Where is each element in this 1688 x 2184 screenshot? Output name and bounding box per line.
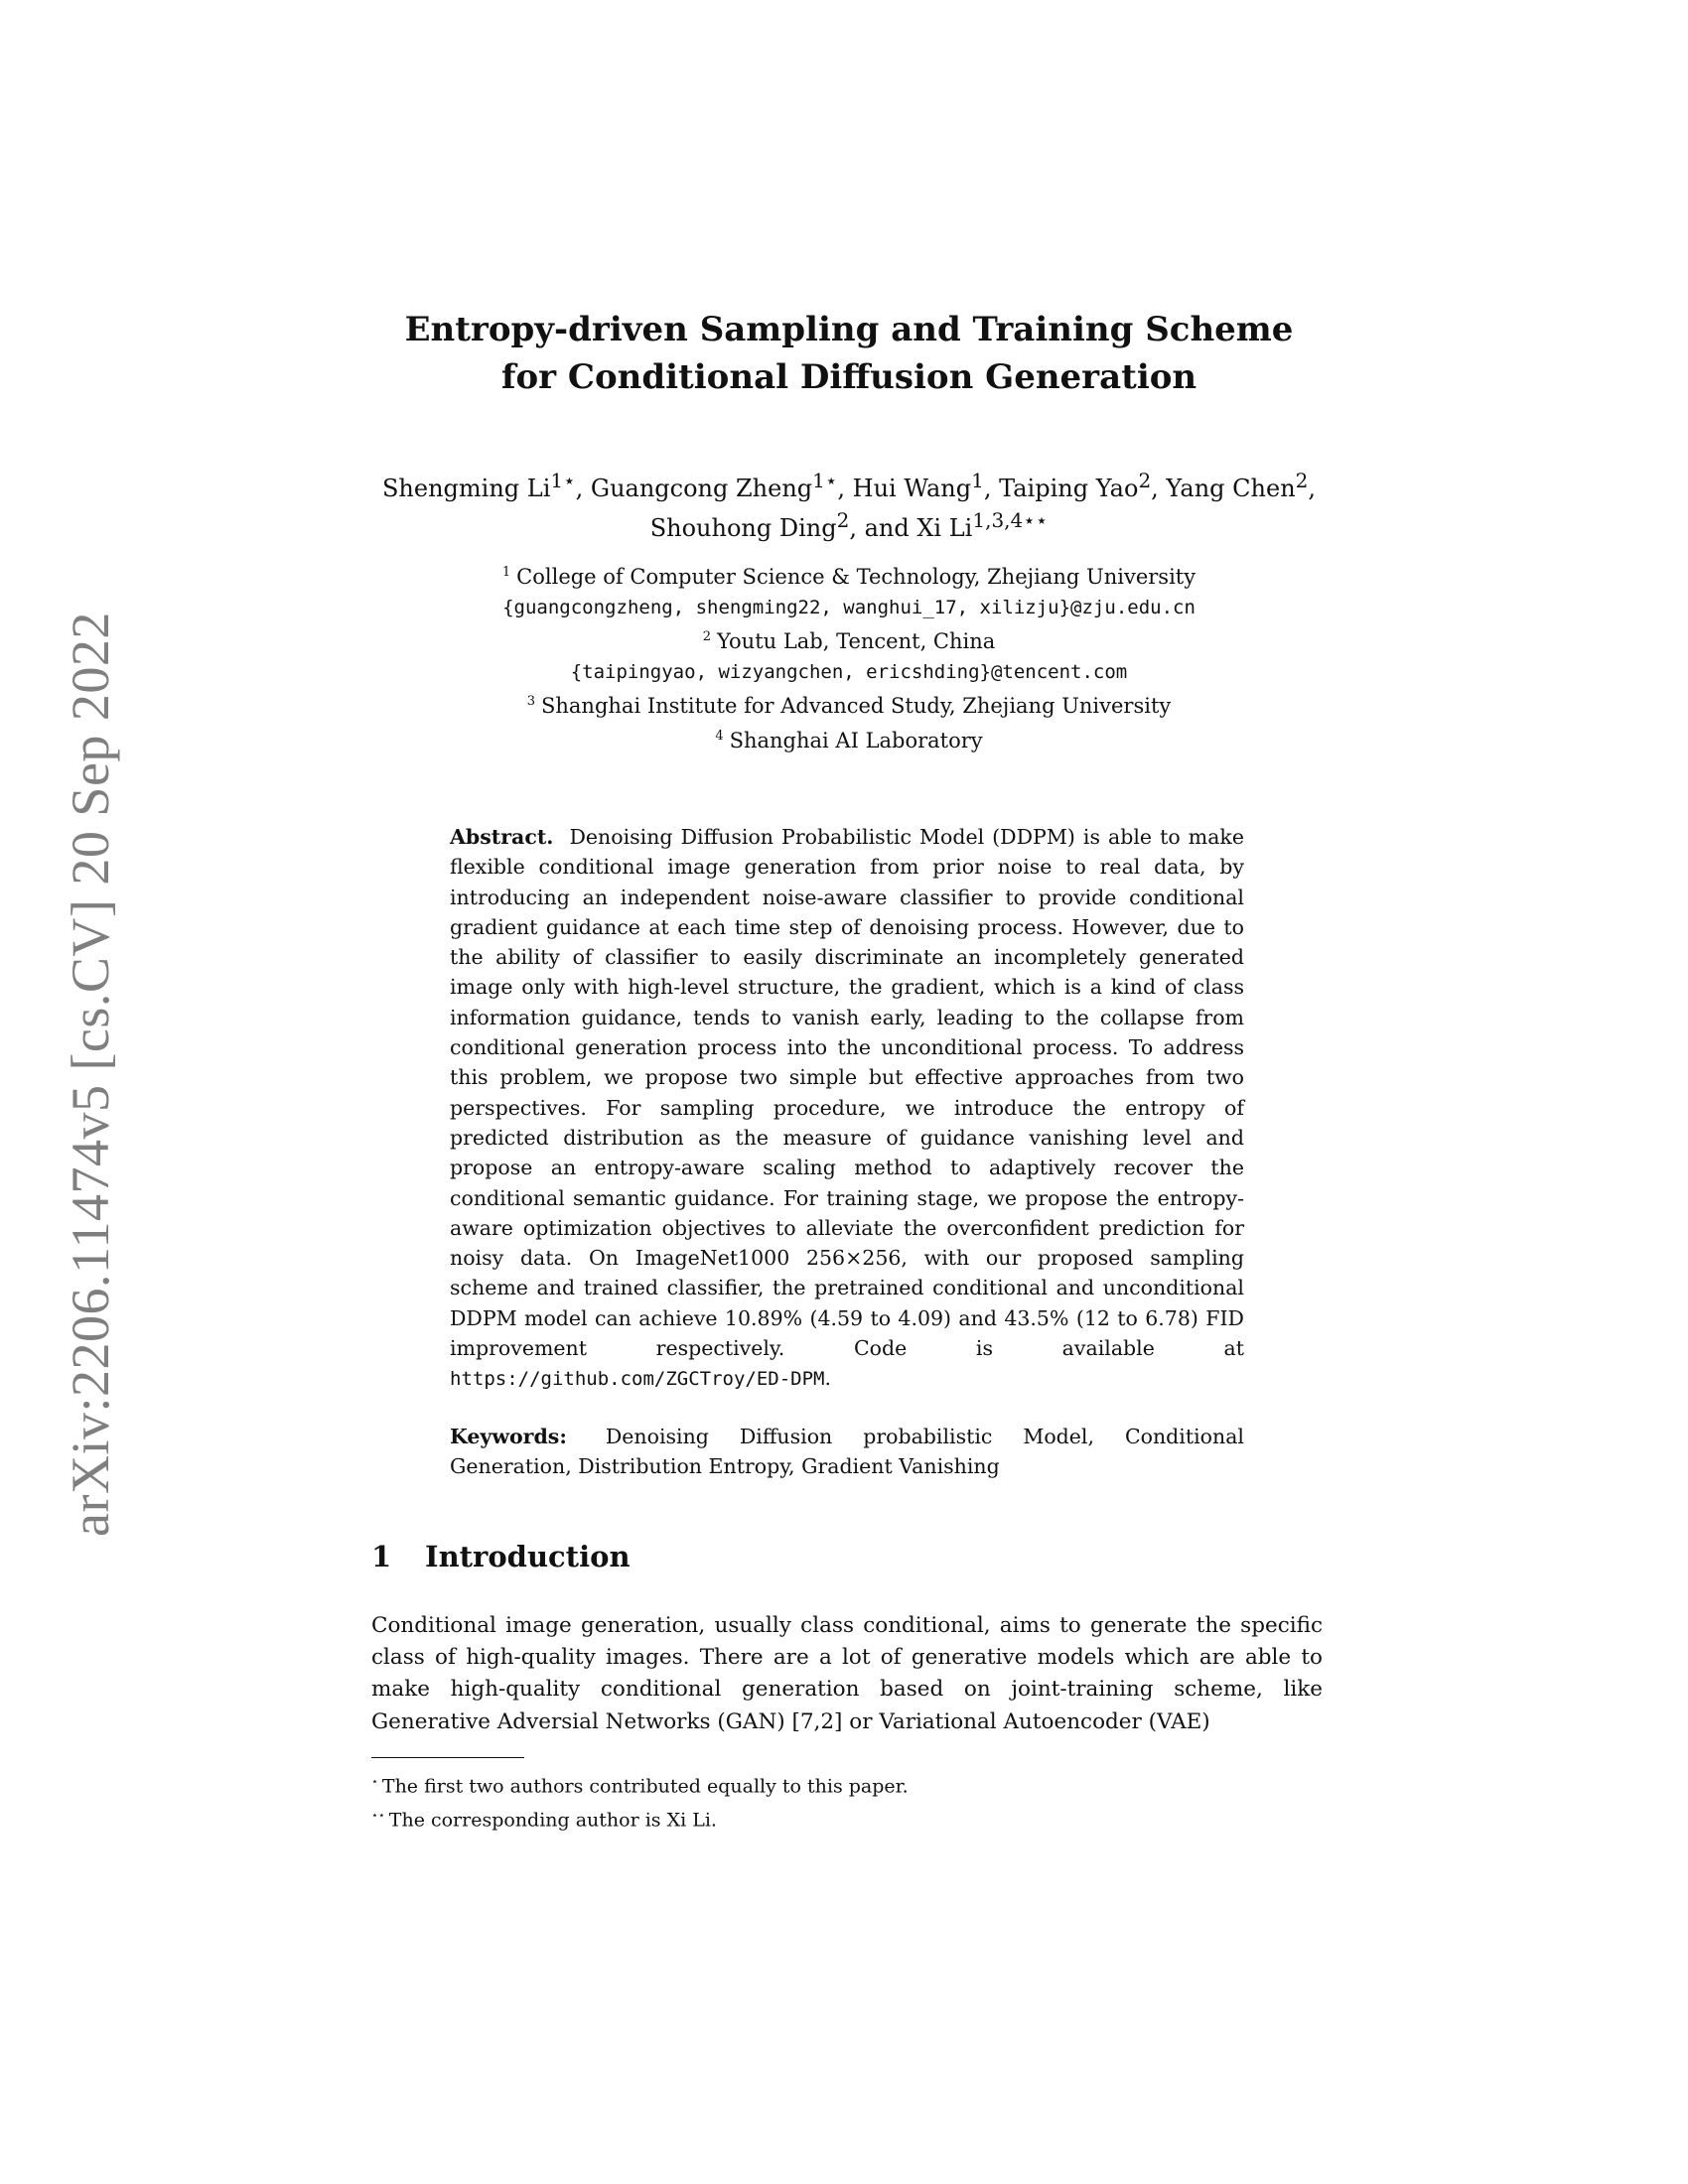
footnote-1 xyxy=(371,1767,1323,1801)
footnote-2 xyxy=(371,1801,1323,1835)
affiliation-2-text: Youtu Lab, Tencent, China xyxy=(716,629,996,653)
affiliation-1-emails: {guangcongzheng, shengming22, wanghui_17, xilizju}@zju.edu.cn xyxy=(502,596,1196,618)
affiliation-4 xyxy=(357,722,1340,756)
section-heading-introduction xyxy=(371,1537,631,1576)
footnote-1-text: The first two authors contributed equally to this paper. xyxy=(381,1775,909,1798)
abstract xyxy=(450,822,1244,1395)
footnote-2-mark: ⋆⋆ xyxy=(371,1809,385,1823)
affiliation-4-mark: 4 xyxy=(715,728,724,744)
paper-title-line-2: for Conditional Diffusion Generation xyxy=(500,357,1197,397)
footnote-1-mark: ⋆ xyxy=(371,1775,378,1788)
keywords-text: Denoising Diffusion probabilistic Model, Conditional Generation, Distribution Entropy, Gradient Vanishing xyxy=(450,1425,1244,1479)
keywords xyxy=(450,1422,1244,1482)
section-number: 1 xyxy=(371,1540,392,1573)
footnote-divider xyxy=(371,1757,524,1758)
affiliations xyxy=(357,558,1340,755)
arxiv-identifier-stamp: arXiv:2206.11474v5 [cs.CV] 20 Sep 2022 xyxy=(61,612,120,1537)
affiliation-2-mark: 2 xyxy=(702,629,711,644)
affiliation-3-text: Shanghai Institute for Advanced Study, Zhejiang University xyxy=(541,694,1172,718)
affiliation-1-text: College of Computer Science & Technology, Zhejiang University xyxy=(516,565,1196,589)
author-line-2: Shouhong Ding$^2$, and Xi $Li^{1,3,4⋆⋆}$ xyxy=(649,508,1049,542)
affiliation-1 xyxy=(357,558,1340,593)
footnotes xyxy=(371,1767,1323,1836)
author-line-1: Shengming $Li^{1⋆}$, Guangcong Zheng$^{1⋆}$, Hui Wang$^1$, Taiping Yao$^2$, Yang Chen$^2$, xyxy=(381,469,1317,502)
abstract-end: . xyxy=(824,1366,832,1391)
footnote-2-text: The corresponding author is Xi Li. xyxy=(388,1809,717,1832)
author-list xyxy=(328,465,1370,544)
affiliation-2 xyxy=(357,622,1340,657)
affiliation-3-mark: 3 xyxy=(526,694,535,709)
abstract-label: Abstract. xyxy=(450,825,554,849)
keywords-label: Keywords: xyxy=(450,1425,567,1448)
paper-title-line-1: Entropy-driven Sampling and Training Scheme xyxy=(404,310,1294,349)
affiliation-4-text: Shanghai AI Laboratory xyxy=(729,728,983,752)
affiliation-2-emails: {taipingyao, wizyangchen, ericshding}@tencent.com xyxy=(570,660,1128,683)
code-link[interactable]: https://github.com/ZGCTroy/ED-DPM xyxy=(450,1368,825,1391)
introduction-paragraph: Conditional image generation, usually class conditional, aims to generate the specific class of high-quality images. There are a lot of generative models which are able to make high-quality conditional generation based on joint-training scheme, like Generative Adversial Networks (GAN) [7,2] or Variational Autoencoder (VAE) xyxy=(371,1613,1323,1734)
affiliation-1-mark: 1 xyxy=(501,565,511,580)
paper-title xyxy=(298,306,1400,401)
abstract-text: Denoising Diffusion Probabilistic Model (DDPM) is able to make flexible conditional image generation from prior noise to real data, by introducing an independent noise-aware classifier to provide conditional gradient guidance at each time step of denoising process. However, due to the ability of classifier to easily discriminate an incompletely generated image only with high-level structure, the gradient, which is a kind of class information guidance, tends to vanish early, leading to the collapse from conditional generation process into the unconditional process. To address this problem, we propose two simple but effective approaches from two perspectives. For sampling procedure, we introduce the entropy of predicted distribution as the measure of guidance vanishing level and propose an entropy-aware scaling method to adaptively recover the conditional semantic guidance. For training stage, we propose the entropy-aware optimization objectives to alleviate the overconfident prediction for noisy data. On ImageNet1000 256×256, with our proposed sampling scheme and trained classifier, the pretrained conditional and unconditional DDPM model can achieve 10.89% (4.59 to 4.09) and 43.5% (12 to 6.78) FID improvement respectively. Code is available at xyxy=(450,825,1244,1361)
section-title: Introduction xyxy=(425,1540,631,1573)
affiliation-3 xyxy=(357,687,1340,722)
